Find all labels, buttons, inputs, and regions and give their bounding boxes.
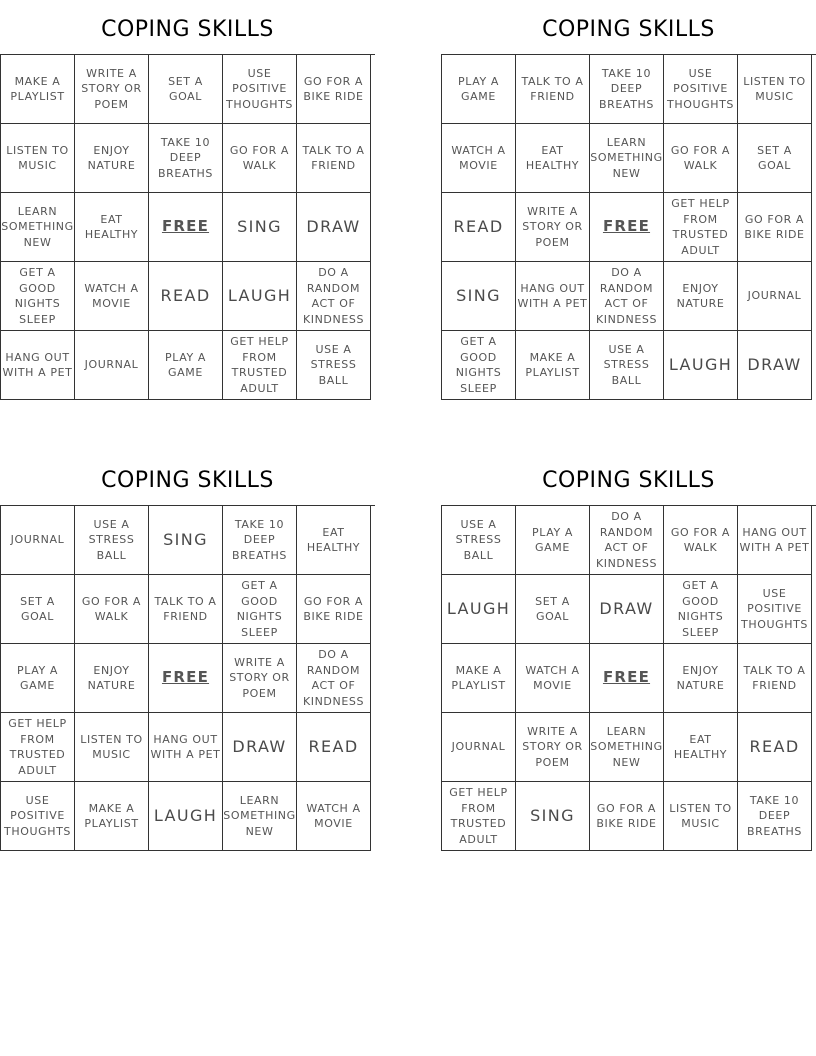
bingo-cell: MAKE A PLAYLIST	[1, 55, 75, 124]
bingo-cell: LAUGH	[442, 575, 516, 644]
bingo-cell: SET A GOAL	[1, 575, 75, 644]
bingo-cell: DRAW	[223, 713, 297, 782]
bingo-cell: ENJOY NATURE	[75, 644, 149, 713]
bingo-cell: SING	[149, 506, 223, 575]
free-space-cell: FREE	[590, 644, 664, 713]
card-title: COPING SKILLS	[101, 17, 274, 42]
bingo-cell: WRITE A STORY OR POEM	[516, 193, 590, 262]
bingo-cell: MAKE A PLAYLIST	[516, 331, 590, 400]
bingo-cell: GO FOR A WALK	[75, 575, 149, 644]
bingo-cell: SING	[442, 262, 516, 331]
bingo-cell: USE POSITIVE THOUGHTS	[1, 782, 75, 851]
bingo-cell: HANG OUT WITH A PET	[738, 506, 812, 575]
bingo-cell: LISTEN TO MUSIC	[664, 782, 738, 851]
bingo-cell: WRITE A STORY OR POEM	[516, 713, 590, 782]
bingo-cell: LEARN SOMETHING NEW	[223, 782, 297, 851]
bingo-cell: PLAY A GAME	[516, 506, 590, 575]
bingo-cell: SET A GOAL	[516, 575, 590, 644]
bingo-cell: USE POSITIVE THOUGHTS	[664, 55, 738, 124]
bingo-cell: JOURNAL	[738, 262, 812, 331]
bingo-cell: WATCH A MOVIE	[516, 644, 590, 713]
bingo-cell: SING	[223, 193, 297, 262]
bingo-cell: GO FOR A BIKE RIDE	[297, 575, 371, 644]
bingo-grid	[441, 505, 816, 851]
bingo-cell: DRAW	[590, 575, 664, 644]
bingo-cell: USE A STRESS BALL	[442, 506, 516, 575]
bingo-cell: EAT HEALTHY	[516, 124, 590, 193]
bingo-cell: USE POSITIVE THOUGHTS	[223, 55, 297, 124]
bingo-card-1	[0, 2, 375, 400]
bingo-cell: PLAY A GAME	[442, 55, 516, 124]
bingo-cell: JOURNAL	[75, 331, 149, 400]
bingo-cell: GET HELP FROM TRUSTED ADULT	[1, 713, 75, 782]
bingo-cell: GO FOR A BIKE RIDE	[738, 193, 812, 262]
bingo-cell: ENJOY NATURE	[664, 262, 738, 331]
bingo-cell: USE A STRESS BALL	[297, 331, 371, 400]
bingo-cell: DRAW	[297, 193, 371, 262]
bingo-cell: ENJOY NATURE	[664, 644, 738, 713]
bingo-cell: READ	[442, 193, 516, 262]
card-title: COPING SKILLS	[101, 468, 274, 493]
bingo-cell: READ	[738, 713, 812, 782]
bingo-cell: READ	[149, 262, 223, 331]
bingo-cell: WATCH A MOVIE	[442, 124, 516, 193]
bingo-cell: WRITE A STORY OR POEM	[75, 55, 149, 124]
bingo-cell: MAKE A PLAYLIST	[442, 644, 516, 713]
bingo-grid	[0, 505, 375, 851]
bingo-cell: LISTEN TO MUSIC	[1, 124, 75, 193]
bingo-cell: USE POSITIVE THOUGHTS	[738, 575, 812, 644]
bingo-cell: GET A GOOD NIGHTS SLEEP	[223, 575, 297, 644]
bingo-cell: GET A GOOD NIGHTS SLEEP	[442, 331, 516, 400]
bingo-cell: HANG OUT WITH A PET	[149, 713, 223, 782]
bingo-cell: LEARN SOMETHING NEW	[590, 124, 664, 193]
bingo-cell: GET HELP FROM TRUSTED ADULT	[664, 193, 738, 262]
bingo-cell: DO A RANDOM ACT OF KINDNESS	[297, 262, 371, 331]
bingo-card-2	[441, 2, 816, 400]
bingo-cell: PLAY A GAME	[149, 331, 223, 400]
bingo-cell: EAT HEALTHY	[297, 506, 371, 575]
bingo-cell: GO FOR A WALK	[664, 124, 738, 193]
bingo-cell: LISTEN TO MUSIC	[738, 55, 812, 124]
bingo-cell: GO FOR A BIKE RIDE	[590, 782, 664, 851]
bingo-cell: TAKE 10 DEEP BREATHS	[149, 124, 223, 193]
bingo-cell: GET HELP FROM TRUSTED ADULT	[442, 782, 516, 851]
bingo-cell: SET A GOAL	[738, 124, 812, 193]
bingo-cell: ENJOY NATURE	[75, 124, 149, 193]
free-space-cell: FREE	[149, 193, 223, 262]
bingo-cell: SING	[516, 782, 590, 851]
bingo-cell: LEARN SOMETHING NEW	[590, 713, 664, 782]
bingo-cell: TAKE 10 DEEP BREATHS	[223, 506, 297, 575]
bingo-cell: JOURNAL	[442, 713, 516, 782]
bingo-cell: USE A STRESS BALL	[590, 331, 664, 400]
bingo-cell: DO A RANDOM ACT OF KINDNESS	[590, 262, 664, 331]
bingo-cell: DO A RANDOM ACT OF KINDNESS	[297, 644, 371, 713]
bingo-cell: TALK TO A FRIEND	[516, 55, 590, 124]
bingo-card-4	[441, 453, 816, 851]
bingo-cell: LEARN SOMETHING NEW	[1, 193, 75, 262]
bingo-cell: WRITE A STORY OR POEM	[223, 644, 297, 713]
bingo-cell: EAT HEALTHY	[664, 713, 738, 782]
bingo-cell: USE A STRESS BALL	[75, 506, 149, 575]
card-title: COPING SKILLS	[542, 468, 715, 493]
free-space-cell: FREE	[590, 193, 664, 262]
bingo-cell: TALK TO A FRIEND	[149, 575, 223, 644]
bingo-cell: DRAW	[738, 331, 812, 400]
bingo-cell: HANG OUT WITH A PET	[516, 262, 590, 331]
bingo-cell: GET A GOOD NIGHTS SLEEP	[1, 262, 75, 331]
bingo-cell: WATCH A MOVIE	[75, 262, 149, 331]
bingo-cell: PLAY A GAME	[1, 644, 75, 713]
bingo-cell: TALK TO A FRIEND	[297, 124, 371, 193]
bingo-grid	[441, 54, 816, 400]
bingo-cell: EAT HEALTHY	[75, 193, 149, 262]
bingo-cell: LAUGH	[149, 782, 223, 851]
bingo-cell: WATCH A MOVIE	[297, 782, 371, 851]
bingo-cell: TALK TO A FRIEND	[738, 644, 812, 713]
bingo-cell: GO FOR A WALK	[223, 124, 297, 193]
bingo-cell: LAUGH	[223, 262, 297, 331]
bingo-cell: LISTEN TO MUSIC	[75, 713, 149, 782]
free-space-cell: FREE	[149, 644, 223, 713]
bingo-cell: TAKE 10 DEEP BREATHS	[738, 782, 812, 851]
bingo-cell: GO FOR A WALK	[664, 506, 738, 575]
bingo-cell: MAKE A PLAYLIST	[75, 782, 149, 851]
card-title: COPING SKILLS	[542, 17, 715, 42]
bingo-cell: JOURNAL	[1, 506, 75, 575]
bingo-cell: GET A GOOD NIGHTS SLEEP	[664, 575, 738, 644]
bingo-cell: TAKE 10 DEEP BREATHS	[590, 55, 664, 124]
bingo-cell: READ	[297, 713, 371, 782]
bingo-cell: GET HELP FROM TRUSTED ADULT	[223, 331, 297, 400]
bingo-cell: HANG OUT WITH A PET	[1, 331, 75, 400]
bingo-card-3	[0, 453, 375, 851]
bingo-grid	[0, 54, 375, 400]
bingo-cell: SET A GOAL	[149, 55, 223, 124]
bingo-cell: DO A RANDOM ACT OF KINDNESS	[590, 506, 664, 575]
bingo-cell: GO FOR A BIKE RIDE	[297, 55, 371, 124]
bingo-cell: LAUGH	[664, 331, 738, 400]
